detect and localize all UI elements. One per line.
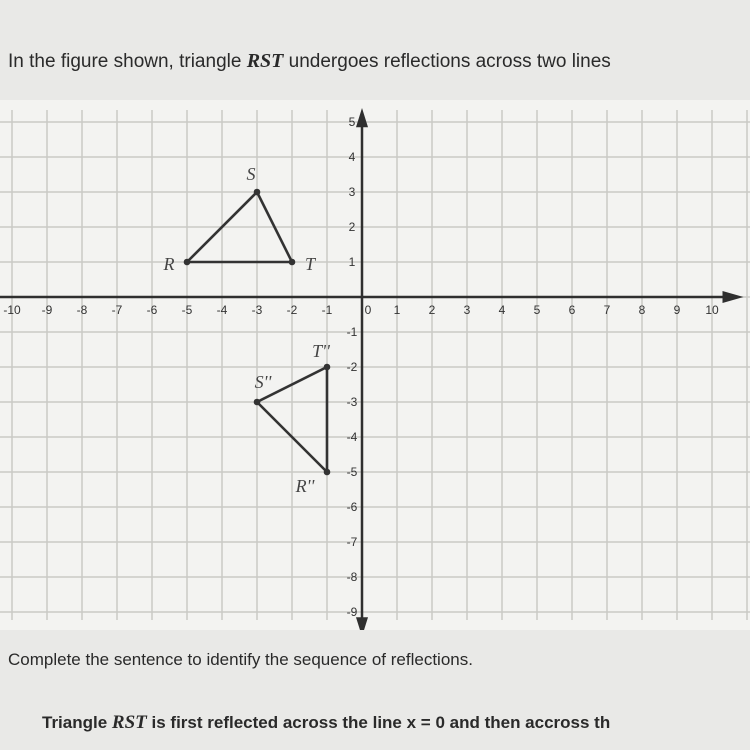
x-tick-label: -7	[111, 303, 123, 317]
answer-middle: is first reflected across the line	[146, 713, 407, 732]
x-tick-label: -9	[41, 303, 53, 317]
vertex-label: R	[163, 254, 175, 274]
x-tick-label: 9	[673, 303, 681, 317]
x-tick-label: -2	[286, 303, 298, 317]
y-tick-label: 4	[348, 150, 356, 164]
original-vertex-point	[254, 189, 261, 196]
x-tick-label: -6	[146, 303, 158, 317]
vertex-label: R''	[295, 476, 315, 496]
answer-triangle-name: RST	[111, 712, 147, 733]
x-tick-label: 1	[393, 303, 401, 317]
y-tick-label: -9	[346, 605, 358, 619]
y-tick-label: 3	[348, 185, 356, 199]
y-tick-label: -7	[346, 535, 358, 549]
answer-sentence	[42, 712, 610, 734]
vertex-label: S	[246, 164, 256, 184]
x-tick-label: -5	[181, 303, 193, 317]
x-tick-label: 7	[603, 303, 611, 317]
vertex-label: T''	[312, 341, 330, 361]
y-tick-label: -4	[346, 430, 358, 444]
x-tick-label: 3	[463, 303, 471, 317]
answer-prefix: Triangle	[42, 713, 112, 732]
original-vertex-point	[184, 259, 191, 266]
x-tick-label: 5	[533, 303, 541, 317]
x-tick-label: 4	[498, 303, 506, 317]
y-axis-arrow-down	[356, 617, 368, 630]
y-tick-label: 2	[348, 220, 356, 234]
image-vertex-point	[324, 364, 331, 371]
vertex-label: S''	[254, 372, 272, 392]
image-vertex-point	[324, 469, 331, 476]
x-tick-label: -1	[321, 303, 333, 317]
y-tick-label: -3	[346, 395, 358, 409]
answer-equation: x = 0	[406, 713, 445, 732]
x-tick-label: -10	[3, 303, 21, 317]
y-tick-label: -6	[346, 500, 358, 514]
y-tick-label: -2	[346, 360, 358, 374]
x-tick-label: 8	[638, 303, 646, 317]
y-tick-label: -5	[346, 465, 358, 479]
x-tick-label: -3	[251, 303, 263, 317]
x-tick-label: 6	[568, 303, 576, 317]
x-tick-label: 0	[364, 303, 372, 317]
triangle-name: RST	[246, 50, 284, 72]
vertex-label: T	[304, 254, 316, 274]
x-tick-label: 10	[705, 303, 719, 317]
x-tick-label: -8	[76, 303, 88, 317]
question-prefix: In the figure shown, triangle	[8, 51, 247, 72]
x-axis-arrow	[723, 291, 744, 303]
y-axis-arrow-up	[356, 108, 368, 127]
answer-suffix: and then accross th	[444, 713, 611, 732]
image-vertex-point	[254, 399, 261, 406]
y-tick-label: 5	[348, 115, 356, 129]
coordinate-plane-svg	[0, 100, 750, 630]
original-vertex-point	[289, 259, 296, 266]
coordinate-graph	[0, 100, 750, 630]
y-tick-label: -1	[346, 325, 358, 339]
question-text	[8, 50, 750, 73]
x-tick-label: 2	[428, 303, 436, 317]
instruction-text: Complete the sentence to identify the sequence of reflections.	[8, 650, 473, 669]
y-tick-label: -8	[346, 570, 358, 584]
x-tick-label: -4	[216, 303, 228, 317]
y-tick-label: 1	[348, 255, 356, 269]
question-suffix: undergoes reflections across two lines	[283, 51, 611, 72]
